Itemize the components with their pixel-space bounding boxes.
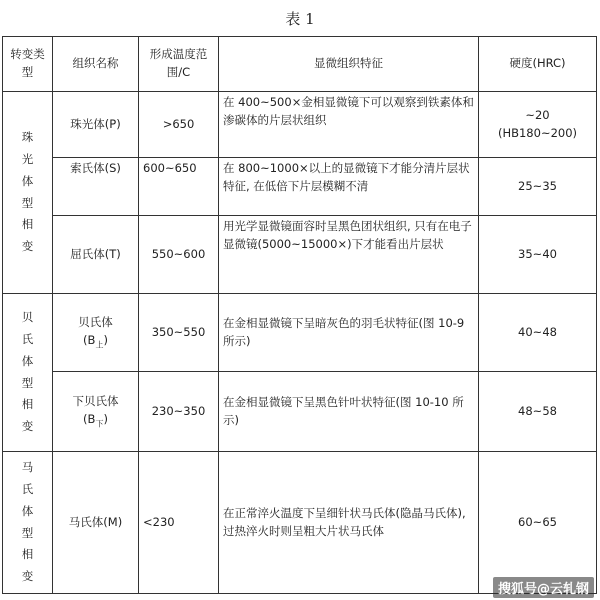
header-temp: 形成温度范围/C bbox=[139, 37, 219, 92]
cell-name: 下贝氏体 $(B_下)$ bbox=[53, 372, 139, 452]
category-martensite: 马 氏 体 型 相 变 bbox=[3, 452, 53, 594]
category-bainite: 贝 氏 体 型 相 变 bbox=[3, 294, 53, 452]
header-type: 转变类型 bbox=[3, 37, 53, 92]
table-row bbox=[3, 372, 597, 452]
cell-feature: 用光学显微镜面容时呈黑色团状组织, 只有在电子显微镜(5000~15000×)下才能看出片层状 bbox=[219, 216, 479, 294]
watermark: 搜狐号@云轧钢 bbox=[493, 577, 594, 598]
cell-hardness: ~20 (HB180~200) bbox=[479, 92, 597, 158]
cell-name: 贝氏体 $(B_上)$ bbox=[53, 294, 139, 372]
header-row bbox=[3, 37, 597, 92]
table-row bbox=[3, 294, 597, 372]
cell-temp: <230 bbox=[139, 452, 219, 594]
cell-temp: 600~650 bbox=[139, 158, 219, 216]
cell-hardness: 35~40 bbox=[479, 216, 597, 294]
table-row bbox=[3, 158, 597, 216]
cell-temp: 350~550 bbox=[139, 294, 219, 372]
category-pearlite: 珠 光 体 型 相 变 bbox=[3, 92, 53, 294]
cell-name: 屈氏体(T) bbox=[53, 216, 139, 294]
cell-name: 索氏体(S) bbox=[53, 158, 139, 216]
cell-hardness: 60~65 bbox=[479, 452, 597, 594]
table-row bbox=[3, 452, 597, 594]
table-row bbox=[3, 92, 597, 158]
table-row bbox=[3, 216, 597, 294]
cell-hardness: 25~35 bbox=[479, 158, 597, 216]
cell-hardness: 40~48 bbox=[479, 294, 597, 372]
cell-feature: 在正常淬火温度下呈细针状马氏体(隐晶马氏体), 过热淬火时则呈粗大片状马氏体 bbox=[219, 452, 479, 594]
header-feature: 显微组织特征 bbox=[219, 37, 479, 92]
table-caption: 表 1 bbox=[285, 10, 315, 28]
cell-temp: 550~600 bbox=[139, 216, 219, 294]
cell-temp: 230~350 bbox=[139, 372, 219, 452]
header-name: 组织名称 bbox=[53, 37, 139, 92]
transformation-table bbox=[2, 36, 597, 594]
cell-name: 马氏体(M) bbox=[53, 452, 139, 594]
cell-hardness: 48~58 bbox=[479, 372, 597, 452]
cell-temp: >650 bbox=[139, 92, 219, 158]
header-hardness: 硬度(HRC) bbox=[479, 37, 597, 92]
cell-feature: 在 400~500×金相显微镜下可以观察到铁素体和渗碳体的片层状组织 bbox=[219, 92, 479, 158]
cell-name: 珠光体(P) bbox=[53, 92, 139, 158]
cell-feature: 在 800~1000×以上的显微镜下才能分清片层状特征, 在低倍下片层模糊不清 bbox=[219, 158, 479, 216]
cell-feature: 在金相显微镜下呈暗灰色的羽毛状特征(图 10-9 所示) bbox=[219, 294, 479, 372]
cell-feature: 在金相显微镜下呈黑色针叶状特征(图 10-10 所示) bbox=[219, 372, 479, 452]
